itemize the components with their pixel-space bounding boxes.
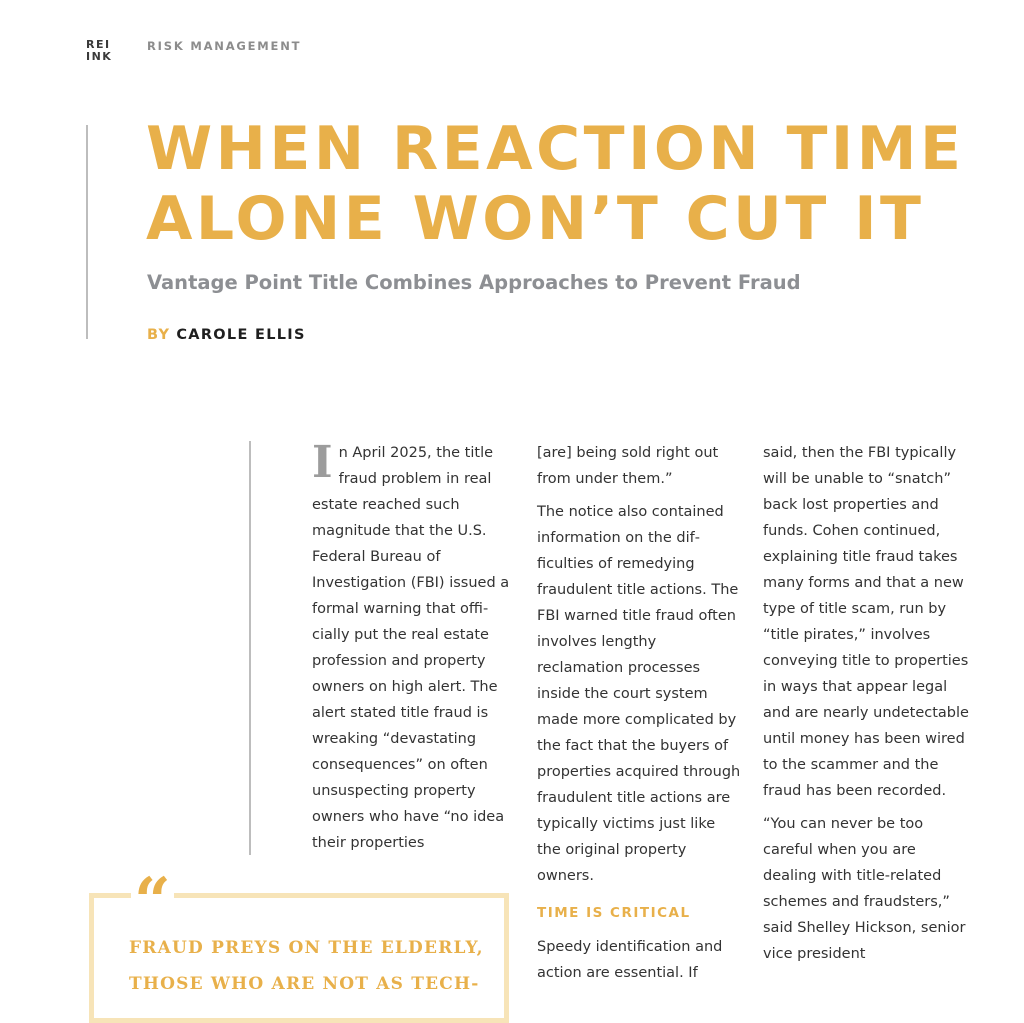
paragraph <box>312 437 512 856</box>
section-subhead: TIME IS CRITICAL <box>537 905 691 921</box>
pullquote-line-1: FRAUD PREYS ON THE ELDERLY, <box>129 938 484 958</box>
byline <box>147 327 306 343</box>
pullquote-text <box>129 930 509 1002</box>
byline-author: CAROLE ELLIS <box>176 327 306 343</box>
paragraph: Speedy identification and action are essential. If <box>537 939 723 981</box>
headline-line-1: WHEN REACTION TIME <box>146 114 965 184</box>
quote-mark-icon: “ <box>131 870 174 934</box>
byline-prefix: BY <box>147 327 171 343</box>
article-headline <box>146 114 1006 254</box>
paragraph: “You can never be too careful when you are dealing with title-related schemes and fraudsters,” said Shelley Hickson, senior vice president <box>763 816 966 962</box>
headline-line-2: ALONE WON’T CUT IT <box>146 184 925 254</box>
brand-line-1: REI <box>86 38 111 51</box>
paragraph-text: n April 2025, the title fraud problem in real estate reached such magnitude that the U.S. Federal Bureau of Investigation (FBI) issued a formal warning that officially put the real estate profession and property owners on high alert. The alert stated title fraud is wreaking “devastating consequences” on often unsuspecting property owners who have “no idea their properties <box>312 445 510 851</box>
article-column-1 <box>312 437 512 863</box>
article-column-3 <box>763 440 973 974</box>
paragraph: The notice also contained information on the difficulties of remedying fraudulent title actions. The FBI warned title fraud often involves lengthy reclamation processes inside the court system made more complicated by the fact that the buyers of properties acquired through fraudulent title actions are typically victims just like the original property owners. <box>537 504 741 884</box>
brand-logo <box>86 39 112 62</box>
paragraph: [are] being sold right out from under them.” <box>537 445 719 487</box>
header-divider <box>86 125 88 339</box>
body-divider <box>249 441 251 855</box>
brand-line-2: INK <box>86 49 113 63</box>
article-column-2 <box>537 440 742 993</box>
dropcap: I <box>312 437 333 488</box>
pullquote-line-2: THOSE WHO ARE NOT AS TECH- <box>129 974 480 994</box>
section-label: RISK MANAGEMENT <box>147 39 302 53</box>
article-subheadline: Vantage Point Title Combines Approaches to Prevent Fraud <box>147 271 801 294</box>
paragraph: said, then the FBI typically will be unable to “snatch” back lost properties and funds. Cohen continued, explaining title fraud takes many forms and that a new type of title scam, run by “title pirates,” involves conveying title to properties in ways that appear legal and are nearly undetectable until money has been wired to the scammer and the fraud has been recorded. <box>763 445 969 799</box>
